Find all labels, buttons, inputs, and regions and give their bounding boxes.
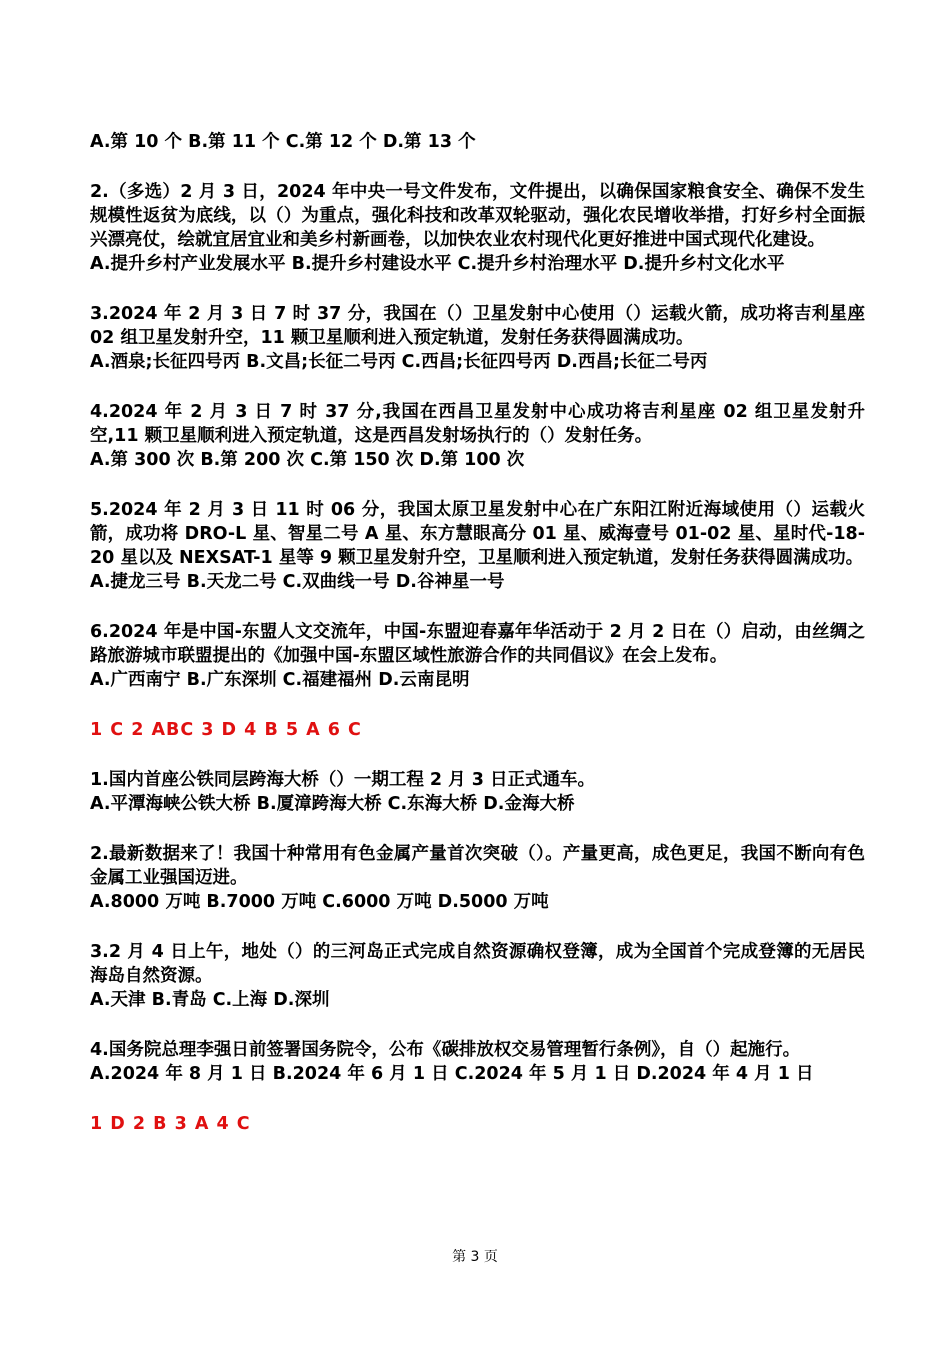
question-options: A.8000 万吨 B.7000 万吨 C.6000 万吨 D.5000 万吨: [90, 892, 549, 912]
question-stem: 4.国务院总理李强日前签署国务院令，公布《碳排放权交易管理暂行条例》，自（）起施行。: [90, 1040, 801, 1060]
question-options: A.第 300 次 B.第 200 次 C.第 150 次 D.第 100 次: [90, 450, 525, 470]
question-options: A.第 10 个 B.第 11 个 C.第 12 个 D.第 13 个: [90, 132, 476, 152]
question-2: [90, 180, 865, 276]
question-stem: 5.2024 年 2 月 3 日 11 时 06 分，我国太原卫星发射中心在广东阳江附近海域使用（）运载火箭，成功将 DRO-L 星、智星二号 A 星、东方慧眼高分 01 星、威海壹号 01-02 星、星时代-18-20 星以及 NEXSAT-1 星等 9 颗卫星发射升空，卫星顺利进入预定轨道，发射任务获得圆满成功。: [90, 500, 865, 568]
question-options: A.2024 年 8 月 1 日 B.2024 年 6 月 1 日 C.2024 年 5 月 1 日 D.2024 年 4 月 1 日: [90, 1064, 814, 1084]
page-number: 第 3 页: [452, 1249, 498, 1265]
question-stem: 3.2024 年 2 月 3 日 7 时 37 分，我国在（）卫星发射中心使用（）运载火箭，成功将吉利星座 02 组卫星发射升空，11 颗卫星顺利进入预定轨道，发射任务获得圆满成功。: [90, 304, 865, 348]
question-options: A.广西南宁 B.广东深圳 C.福建福州 D.云南昆明: [90, 670, 470, 690]
question-s2-1: [90, 768, 865, 816]
question-options: A.天津 B.青岛 C.上海 D.深圳: [90, 990, 330, 1010]
question-1-options-block: [90, 130, 865, 154]
question-options: A.捷龙三号 B.天龙二号 C.双曲线一号 D.谷神星一号: [90, 572, 505, 592]
question-stem: 3.2 月 4 日上午，地处（）的三河岛正式完成自然资源确权登簿，成为全国首个完成登簿的无居民海岛自然资源。: [90, 942, 865, 986]
answer-key-2: [90, 1112, 865, 1136]
question-6: [90, 620, 865, 692]
question-5: [90, 498, 865, 594]
document-page: [90, 130, 865, 1162]
question-s2-2: [90, 842, 865, 914]
answer-key-text: 1 D 2 B 3 A 4 C: [90, 1114, 251, 1134]
question-4: [90, 400, 865, 472]
question-stem: 1.国内首座公铁同层跨海大桥（）一期工程 2 月 3 日正式通车。: [90, 770, 596, 790]
question-stem: 4.2024 年 2 月 3 日 7 时 37 分,我国在西昌卫星发射中心成功将吉利星座 02 组卫星发射升空,11 颗卫星顺利进入预定轨道，这是西昌发射场执行的（）发射任务。: [90, 402, 865, 446]
question-options: A.平潭海峡公铁大桥 B.厦漳跨海大桥 C.东海大桥 D.金海大桥: [90, 794, 575, 814]
question-options: A.酒泉;长征四号丙 B.文昌;长征二号丙 C.西昌;长征四号丙 D.西昌;长征二号丙: [90, 352, 708, 372]
question-stem: 6.2024 年是中国-东盟人文交流年，中国-东盟迎春嘉年华活动于 2 月 2 日在（）启动，由丝绸之路旅游城市联盟提出的《加强中国-东盟区域性旅游合作的共同倡议》在会上发布。: [90, 622, 865, 666]
answer-key-1: [90, 718, 865, 742]
question-stem: 2.最新数据来了！我国十种常用有色金属产量首次突破（）。产量更高，成色更足，我国不断向有色金属工业强国迈进。: [90, 844, 865, 888]
question-stem: 2.（多选）2 月 3 日，2024 年中央一号文件发布，文件提出，以确保国家粮食安全、确保不发生规模性返贫为底线，以（）为重点，强化科技和改革双轮驱动，强化农民增收举措，打好乡村全面振兴漂亮仗，绘就宜居宜业和美乡村新画卷，以加快农业农村现代化更好推进中国式现代化建设。: [90, 182, 865, 250]
question-options: A.提升乡村产业发展水平 B.提升乡村建设水平 C.提升乡村治理水平 D.提升乡村文化水平: [90, 254, 785, 274]
question-3: [90, 302, 865, 374]
question-s2-3: [90, 940, 865, 1012]
answer-key-text: 1 C 2 ABC 3 D 4 B 5 A 6 C: [90, 720, 362, 740]
question-s2-4: [90, 1038, 865, 1086]
